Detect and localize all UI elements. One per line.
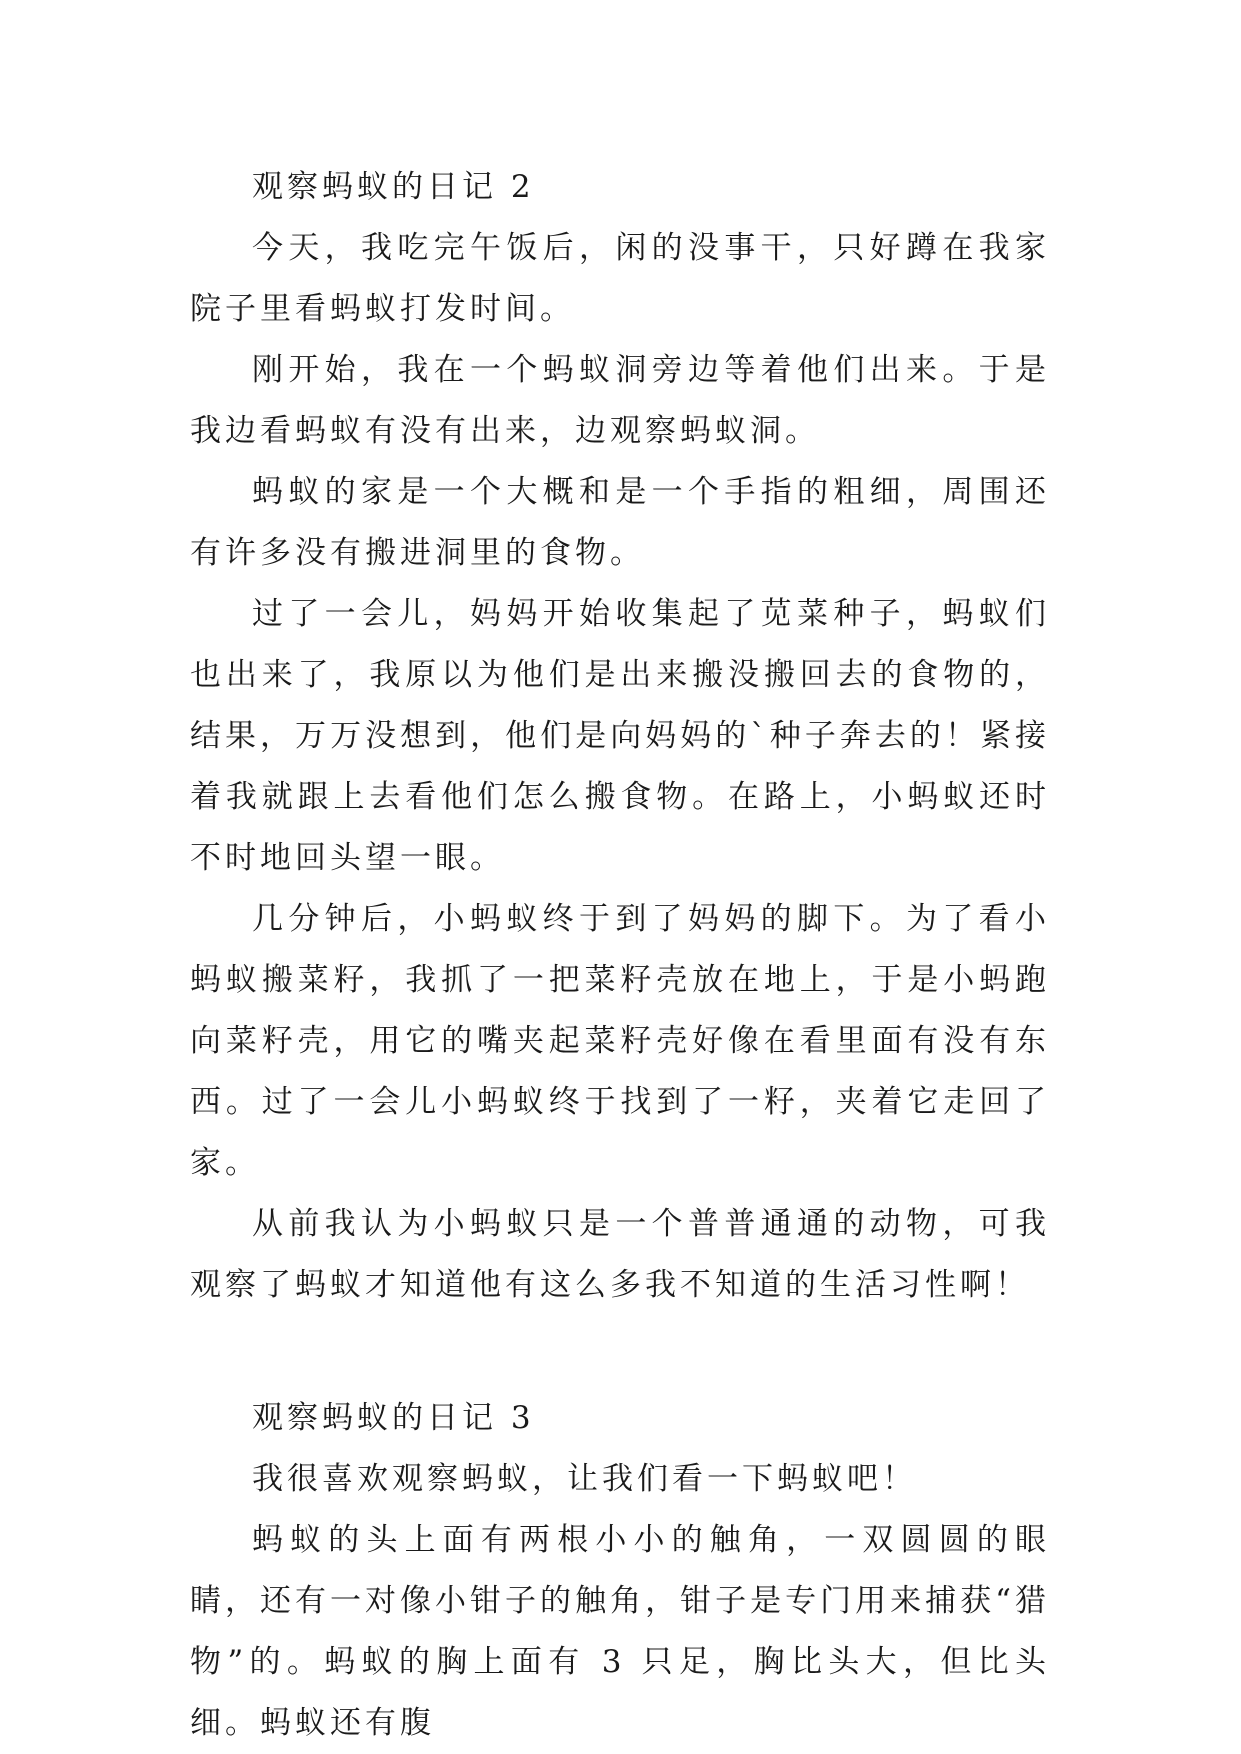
paragraph: 蚂蚁的头上面有两根小小的触角，一双圆圆的眼睛，还有一对像小钳子的触角，钳子是专门用来捕获“猎物”的。蚂蚁的胸上面有 3 只足，胸比头大，但比头细。蚂蚁还有腹 bbox=[190, 1522, 1050, 1741]
section-title: 观察蚂蚁的日记 3 bbox=[252, 1400, 535, 1436]
paragraph: 蚂蚁的家是一个大概和是一个手指的粗细，周围还有许多没有搬进洞里的食物。 bbox=[190, 474, 1050, 571]
paragraph: 今天，我吃完午饭后，闲的没事干，只好蹲在我家院子里看蚂蚁打发时间。 bbox=[190, 230, 1050, 327]
paragraph: 几分钟后，小蚂蚁终于到了妈妈的脚下。为了看小蚂蚁搬菜籽，我抓了一把菜籽壳放在地上，于是小蚂跑向菜籽壳，用它的嘴夹起菜籽壳好像在看里面有没有东西。过了一会儿小蚂蚁终于找到了一籽，夹着它走回了家。 bbox=[190, 901, 1050, 1181]
document-body bbox=[190, 157, 1050, 1754]
paragraph: 我很喜欢观察蚂蚁，让我们看一下蚂蚁吧！ bbox=[252, 1461, 917, 1497]
paragraph: 过了一会儿，妈妈开始收集起了苋菜种子，蚂蚁们也出来了，我原以为他们是出来搬没搬回去的食物的，结果，万万没想到，他们是向妈妈的`种子奔去的！紧接着我就跟上去看他们怎么搬食物。在路上，小蚂蚁还时不时地回头望一眼。 bbox=[190, 596, 1050, 876]
section-title: 观察蚂蚁的日记 2 bbox=[252, 169, 535, 205]
paragraph: 从前我认为小蚂蚁只是一个普普通通的动物，可我观察了蚂蚁才知道他有这么多我不知道的生活习性啊！ bbox=[190, 1206, 1050, 1303]
section-spacer bbox=[190, 1316, 1050, 1388]
paragraph: 刚开始，我在一个蚂蚁洞旁边等着他们出来。于是我边看蚂蚁有没有出来，边观察蚂蚁洞。 bbox=[190, 352, 1050, 449]
